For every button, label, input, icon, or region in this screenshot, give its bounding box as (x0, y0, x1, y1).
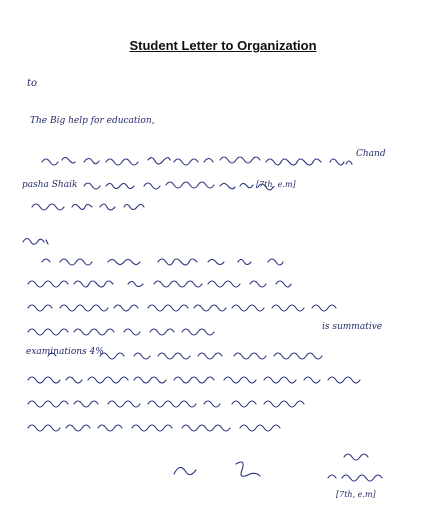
closing-word (340, 448, 380, 464)
address-word-chand: Chand (356, 149, 386, 159)
address-line-3 (30, 198, 180, 216)
body-topic-ref: is summative (322, 322, 383, 332)
signature-marks (170, 456, 280, 484)
letter-title: Student Letter to Organization (129, 38, 317, 53)
sender-class-top: [7th, e.m] (256, 180, 296, 189)
sender-name: pasha Shaik (22, 180, 78, 190)
recipient-line: The Big help for education, (30, 116, 155, 126)
closing-class: [7th, e.m] (336, 490, 376, 499)
salutation-to: to (27, 78, 38, 89)
address-line-2 (82, 176, 342, 196)
greeting (20, 232, 60, 250)
body-exam-ref: examinations 4% (26, 347, 104, 357)
closing-name (326, 468, 436, 484)
